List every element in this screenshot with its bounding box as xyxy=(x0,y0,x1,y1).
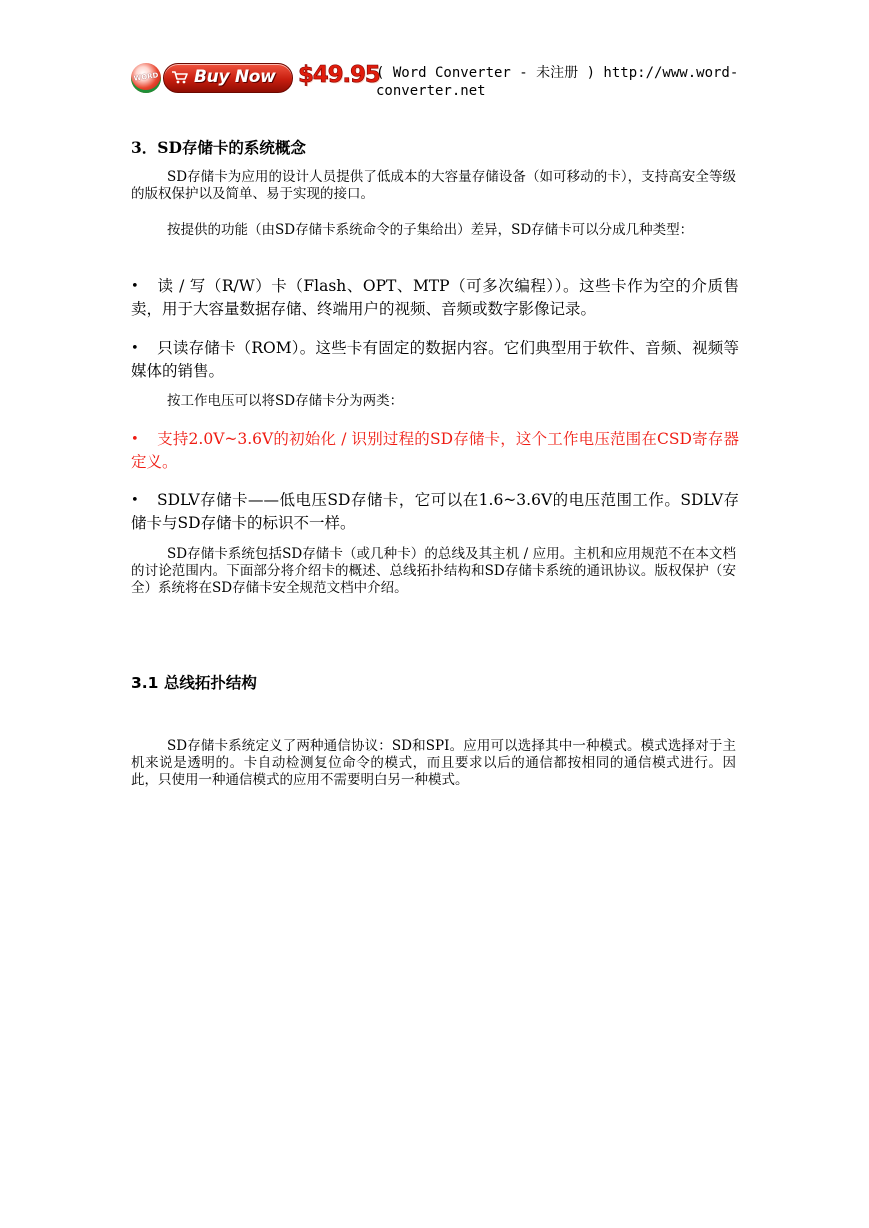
bullet-rom-text: 只读存储卡（ROM）。这些卡有固定的数据内容。它们典型用于软件、音频、视频等媒体的销售。 xyxy=(131,339,739,380)
bullet-csd-text: 支持2.0V~3.6V的初始化 / 识别过程的SD存储卡，这个工作电压范围在CSD寄存器定义。 xyxy=(131,430,739,471)
bullet-sdlv-text: SDLV存储卡——低电压SD存储卡，它可以在1.6~3.6V的电压范围工作。SDLV存储卡与SD存储卡的标识不一样。 xyxy=(131,491,739,532)
buy-now-button[interactable] xyxy=(163,63,293,93)
bullet-sdlv-card xyxy=(131,489,739,535)
bullet-csd-card xyxy=(131,428,739,474)
buy-now-label: Buy Now xyxy=(194,67,276,87)
shopping-cart-icon xyxy=(172,71,188,84)
price-tag: $49.95 xyxy=(298,62,380,88)
paragraph-card-types: 按提供的功能（由SD存储卡系统命令的子集给出）差异，SD存储卡可以分成几种类型： xyxy=(167,222,694,238)
paragraph-intro: SD存储卡为应用的设计人员提供了低成本的大容量存储设备（如可移动的卡），支持高安全等级的版权保护以及简单、易于实现的接口。 xyxy=(131,169,736,202)
bullet-dot-icon: • xyxy=(131,279,139,294)
bullet-dot-icon: • xyxy=(131,341,139,356)
section-heading-3: 3．SD存储卡的系统概念 xyxy=(131,138,306,157)
bullet-dot-icon: • xyxy=(131,493,139,508)
registration-note[interactable]: ( Word Converter - 未注册 ) http://www.word-converter.net xyxy=(376,65,739,99)
paragraph-voltage-classes: 按工作电压可以将SD存储卡分为两类： xyxy=(167,393,404,409)
paragraph-system-overview: SD存储卡系统包括SD存储卡（或几种卡）的总线及其主机 / 应用。主机和应用规范不在本文档的讨论范围内。下面部分将介绍卡的概述、总线拓扑结构和SD存储卡系统的通讯协议。版权保护（安全）系统将在SD存储卡安全规范文档中介绍。 xyxy=(131,546,736,596)
bullet-dot-icon: • xyxy=(131,432,139,447)
logo-text: WORD xyxy=(133,71,159,83)
section-heading-3-1: 3.1 总线拓扑结构 xyxy=(131,674,257,692)
word-converter-logo-icon xyxy=(131,63,161,93)
bullet-rw-text: 读 / 写（R/W）卡（Flash、OPT、MTP（可多次编程））。这些卡作为空的介质售卖，用于大容量数据存储、终端用户的视频、音频或数字影像记录。 xyxy=(131,277,739,318)
bullet-rw-card xyxy=(131,275,739,321)
paragraph-protocols: SD存储卡系统定义了两种通信协议：SD和SPI。应用可以选择其中一种模式。模式选择对于主机来说是透明的。卡自动检测复位命令的模式，而且要求以后的通信都按相同的通信模式进行。因此，只使用一种通信模式的应用不需要明白另一种模式。 xyxy=(131,738,736,788)
bullet-rom-card xyxy=(131,337,739,383)
